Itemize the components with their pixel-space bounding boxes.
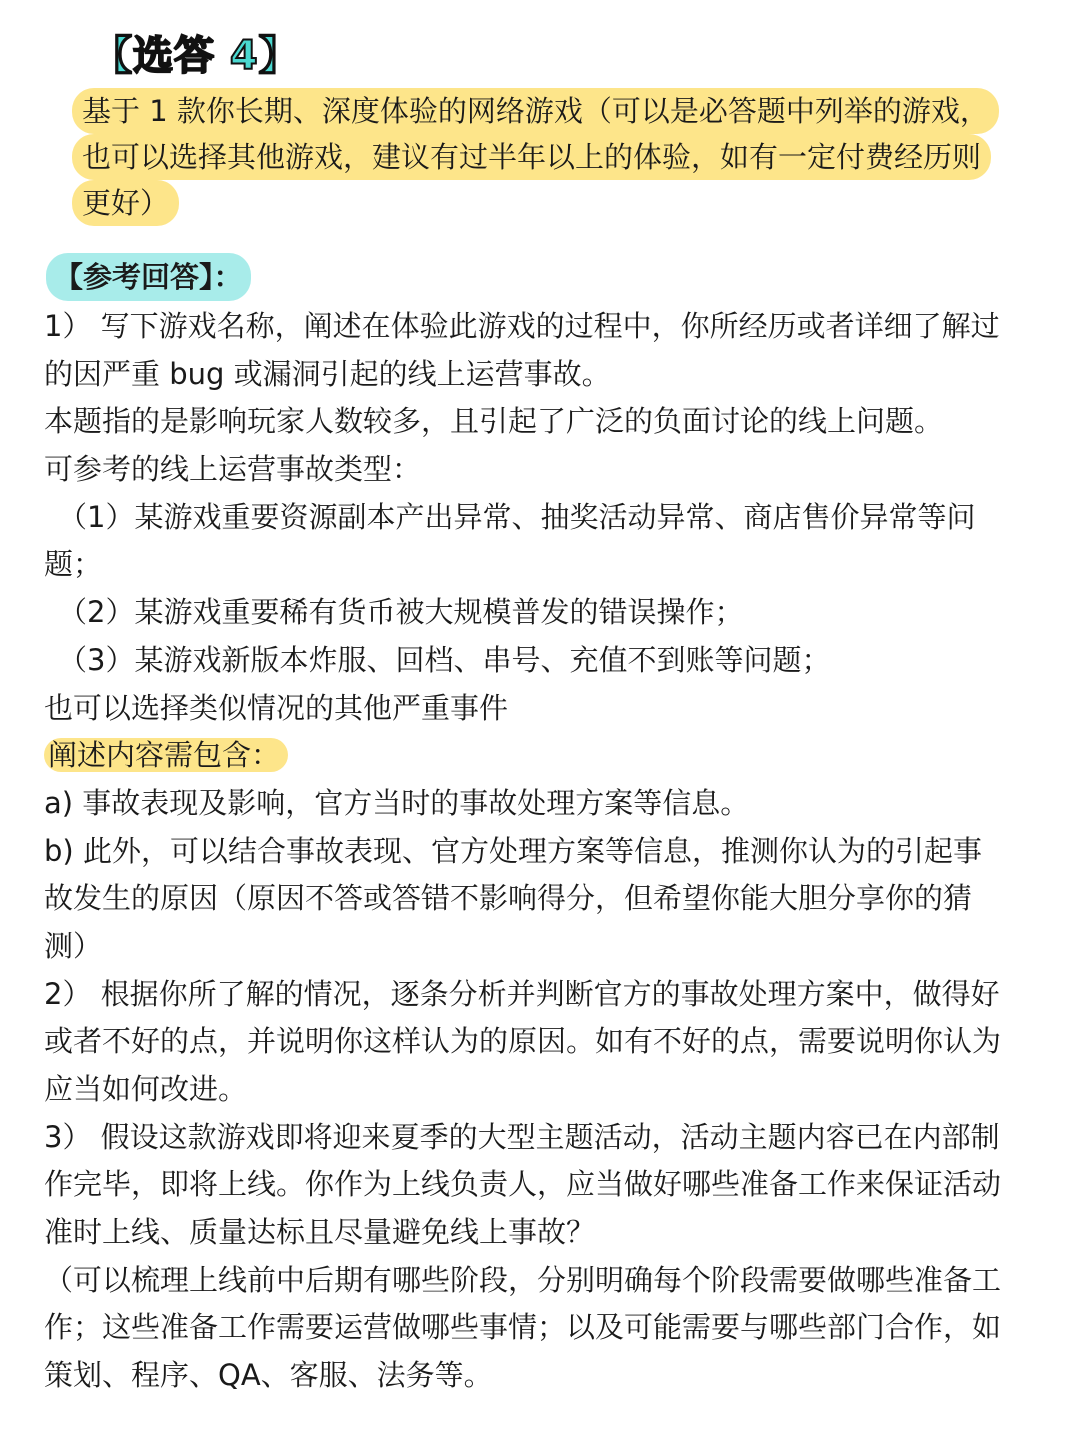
body-line: 3） 假设这款游戏即将迎来夏季的大型主题活动，活动主题内容已在内部制 [44,1119,1000,1154]
highlighted-text: 阐述内容需包含： [44,738,288,772]
body-line: b) 此外，可以结合事故表现、官方处理方案等信息，推测你认为的引起事 [44,833,982,868]
body-line: 作；这些准备工作需要运营做哪些事情；以及可能需要与哪些部门合作，如 [44,1310,1002,1345]
body-line: 应当如何改进。 [44,1072,248,1106]
body-line: 本题指的是影响玩家人数较多，且引起了广泛的负面讨论的线上问题。 [44,404,944,439]
body-line: （1）某游戏重要资源副本产出异常、抽奖活动异常、商店售价异常等问 [58,499,976,534]
body-line: 或者不好的点，并说明你这样认为的原因。如有不好的点，需要说明你认为 [44,1024,1002,1059]
question-line: 基于 1 款你长期、深度体验的网络游戏（可以是必答题中列举的游戏， [72,88,999,134]
body-line: 也可以选择类似情况的其他严重事件 [44,690,509,725]
body-line: 题； [44,547,103,582]
body-line: 策划、程序、QA、客服、法务等。 [44,1358,493,1393]
content-requirements-heading [44,732,1044,780]
body-line: （3）某游戏新版本炸服、回档、串号、充值不到账等问题； [58,642,831,677]
body-line: 故发生的原因（原因不答或答错不影响得分，但希望你能大胆分享你的猜 [44,881,973,916]
body-line: 1） 写下游戏名称，阐述在体验此游戏的过程中，你所经历或者详细了解过 [44,309,1000,343]
body-line: 的因严重 bug 或漏洞引起的线上运营事故。 [44,356,611,391]
body-line: a) 事故表现及影响，官方当时的事故处理方案等信息。 [44,785,750,820]
body-line: 作完毕，即将上线。你作为上线负责人，应当做好哪些准备工作来保证活动 [44,1167,1002,1202]
reference-answer-label: 【参考回答】： [46,253,251,301]
body-line: 2） 根据你所了解的情况，逐条分析并判断官方的事故处理方案中，做得好 [44,976,1000,1011]
body-line: （2）某游戏重要稀有货币被大规模普发的错误操作； [58,595,744,630]
body-line: 准时上线、质量达标且尽量避免线上事故？ [44,1215,596,1250]
question-line: 也可以选择其他游戏，建议有过半年以上的体验，如有一定付费经历则 [72,134,991,180]
body-line: （可以梳理上线前中后期有哪些阶段，分别明确每个阶段需要做哪些准备工 [44,1262,1002,1297]
body-line: 可参考的线上运营事故类型： [44,452,422,487]
question-block [72,88,1042,226]
body-line: 测） [44,928,103,963]
page-title: 【选答 4】 [92,33,300,79]
question-line: 更好） [72,180,179,226]
answer-body [44,303,1044,1400]
